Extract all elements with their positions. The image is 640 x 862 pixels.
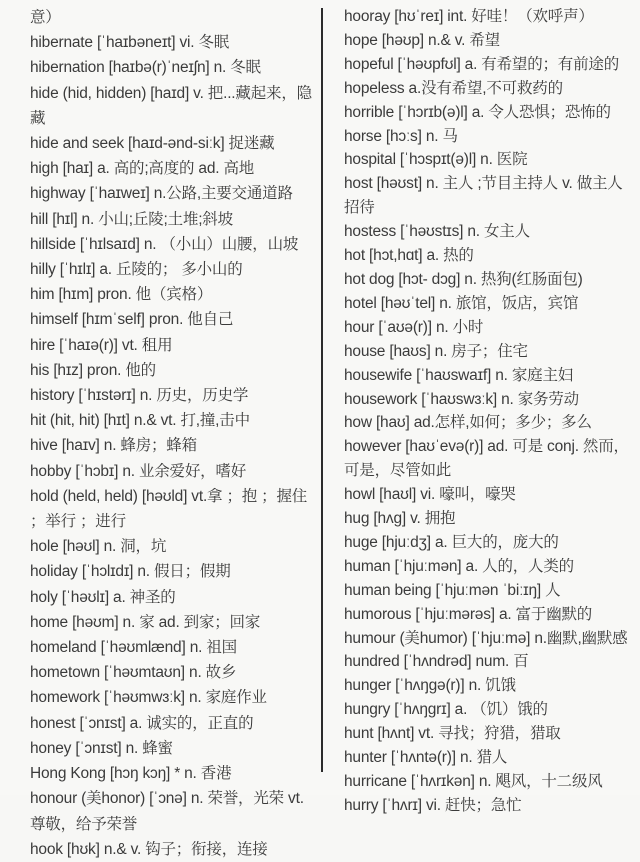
dict-entry: Hong Kong [hɔŋ kɔŋ] * n. 香港: [30, 765, 232, 783]
dict-entry: human [ˈhjuːmən] a. 人的，人类的: [344, 557, 574, 575]
dict-entry: hilly [ˈhɪlɪ] a. 丘陵的； 多小山的: [30, 261, 243, 279]
dict-entry: house [haʊs] n. 房子；住宅: [344, 342, 528, 360]
dict-entry: hide and seek [haɪd-ənd-siːk] 捉迷藏: [30, 135, 275, 153]
dict-entry: hug [hʌg] v. 拥抱: [344, 510, 456, 528]
dict-entry: honey [ˈɔnɪst] n. 蜂蜜: [30, 739, 173, 757]
dict-entry: hundred [ˈhʌndrəd] num. 百: [344, 653, 529, 671]
dict-entry: hive [haɪv] n. 蜂房；蜂箱: [30, 437, 197, 455]
dict-entry: holy [ˈhəʊlɪ] a. 神圣的: [30, 588, 176, 606]
dict-entry: hopeful [ˈhəʊpfʊl] a. 有希望的；有前途的: [344, 55, 620, 73]
dict-entry: hungry [ˈhʌŋgrɪ] a. （饥）饿的: [344, 701, 548, 719]
dict-entry: human being [ˈhjuːmən ˈbiːɪŋ] 人: [344, 581, 561, 599]
dict-entry: hometown [ˈhəʊmtaʊn] n. 故乡: [30, 664, 237, 682]
dict-entry: hopeless a.没有希望,不可救药的: [344, 79, 563, 97]
dict-entry: hurricane [ˈhʌrɪkən] n. 飓风，十二级风: [344, 773, 603, 790]
dict-entry: hunt [hʌnt] vt. 寻找；狩猎，猎取: [344, 725, 561, 743]
dict-entry: however [haʊˈevə(r)] ad. 可是 conj. 然而，可是，尽管如此: [344, 438, 629, 480]
dict-entry: hibernation [haɪbə(r)ˈneɪʃn] n. 冬眠: [30, 59, 261, 77]
dict-entry: hobby [ˈhɔbɪ] n. 业余爱好，嗜好: [30, 462, 247, 480]
dict-entry: history [ˈhɪstərɪ] n. 历史，历史学: [30, 387, 249, 405]
dict-entry: hill [hɪl] n. 小山;丘陵;土堆;斜坡: [30, 210, 233, 228]
dict-entry: humour (美humor) [ˈhjuːmə] n.幽默,幽默感: [344, 629, 628, 647]
dict-entry: honour (美honor) [ˈɔnə] n. 荣誉，光荣 vt. 尊敬，给予荣誉: [30, 790, 304, 833]
dict-entry: hostess [ˈhəʊstɪs] n. 女主人: [344, 223, 530, 241]
dict-entry: hot dog [hɔt- dɔg] n. 热狗(红肠面包): [344, 270, 583, 288]
dict-entry: housewife [ˈhaʊswaɪf] n. 家庭主妇: [344, 366, 574, 384]
dict-entry: hook [hʊk] n.& v. 钩子；衔接，连接: [30, 840, 268, 858]
dict-entry: hole [həʊl] n. 洞，坑: [30, 538, 167, 556]
dict-entry: hot [hɔt,hɑt] a. 热的: [344, 247, 474, 265]
dict-entry: howl [haʊl] vi. 嚎叫，嚎哭: [344, 486, 516, 504]
dict-entry: humorous [ˈhjuːmərəs] a. 富于幽默的: [344, 605, 593, 623]
dict-entry: hurry [ˈhʌrɪ] vi. 赶快；急忙: [344, 796, 522, 814]
dict-entry: himself [hɪmˈself] pron. 他自己: [30, 311, 234, 329]
dict-entry: hillside [ˈhɪlsaɪd] n. （小山）山腰，山坡: [30, 235, 299, 253]
dict-entry: hunter [ˈhʌntə(r)] n. 猎人: [344, 749, 508, 767]
dict-entry: host [həʊst] n. 主人 ;节目主持人 v. 做主人招待: [344, 175, 623, 217]
dict-entry: hour [ˈaʊə(r)] n. 小时: [344, 318, 484, 336]
dict-entry: home [həʊm] n. 家 ad. 到家；回家: [30, 613, 261, 631]
dict-entry: hospital [ˈhɔspɪt(ə)l] n. 医院: [344, 151, 528, 169]
dict-entry: hope [həʊp] n.& v. 希望: [344, 31, 500, 49]
dict-entry: him [hɪm] pron. 他（宾格）: [30, 286, 213, 304]
dict-entry: holiday [ˈhɔlɪdɪ] n. 假日；假期: [30, 563, 231, 581]
dict-entry: hold (held, held) [həʊld] vt.拿 ；抱 ；握住 ；举行 ；进行: [30, 487, 308, 531]
dict-entry: homeland [ˈhəʊmlænd] n. 祖国: [30, 639, 237, 657]
dict-entry: high [haɪ] a. 高的;高度的 ad. 高地: [30, 160, 255, 178]
dict-entry: hotel [həʊˈtel] n. 旅馆，饭店，宾馆: [344, 294, 579, 312]
dict-entry: homework [ˈhəʊmwɜːk] n. 家庭作业: [30, 689, 267, 707]
dict-entry: horse [hɔːs] n. 马: [344, 127, 458, 145]
dict-entry: hooray [hʊˈreɪ] int. 好哇！（欢呼声）: [344, 8, 594, 25]
dict-entry: hire [ˈhaɪə(r)] vt. 租用: [30, 336, 173, 354]
right-column: [322, 0, 640, 818]
dict-entry: honest [ˈɔnɪst] a. 诚实的，正直的: [30, 714, 254, 732]
dict-entry: housework [ˈhaʊswɜːk] n. 家务劳动: [344, 390, 579, 408]
dict-entry: huge [hjuːdʒ] a. 巨大的，庞大的: [344, 533, 559, 551]
dict-entry: hit (hit, hit) [hɪt] n.& vt. 打,撞,击中: [30, 412, 250, 430]
dict-entry: 意）: [30, 9, 61, 26]
dict-entry: horrible [ˈhɔrɪb(ə)l] a. 令人恐惧；恐怖的: [344, 103, 611, 121]
dict-entry: his [hɪz] pron. 他的: [30, 361, 156, 379]
dict-entry: hunger [ˈhʌŋgə(r)] n. 饥饿: [344, 677, 516, 695]
dict-entry: highway [ˈhaɪweɪ] n.公路,主要交通道路: [30, 185, 293, 203]
dict-entry: hide (hid, hidden) [haɪd] v. 把...藏起来，隐藏: [30, 84, 312, 127]
dict-entry: how [haʊ] ad.怎样,如何；多少；多么: [344, 414, 592, 432]
dict-entry: hibernate [ˈhaɪbəneɪt] vi. 冬眠: [30, 34, 230, 52]
